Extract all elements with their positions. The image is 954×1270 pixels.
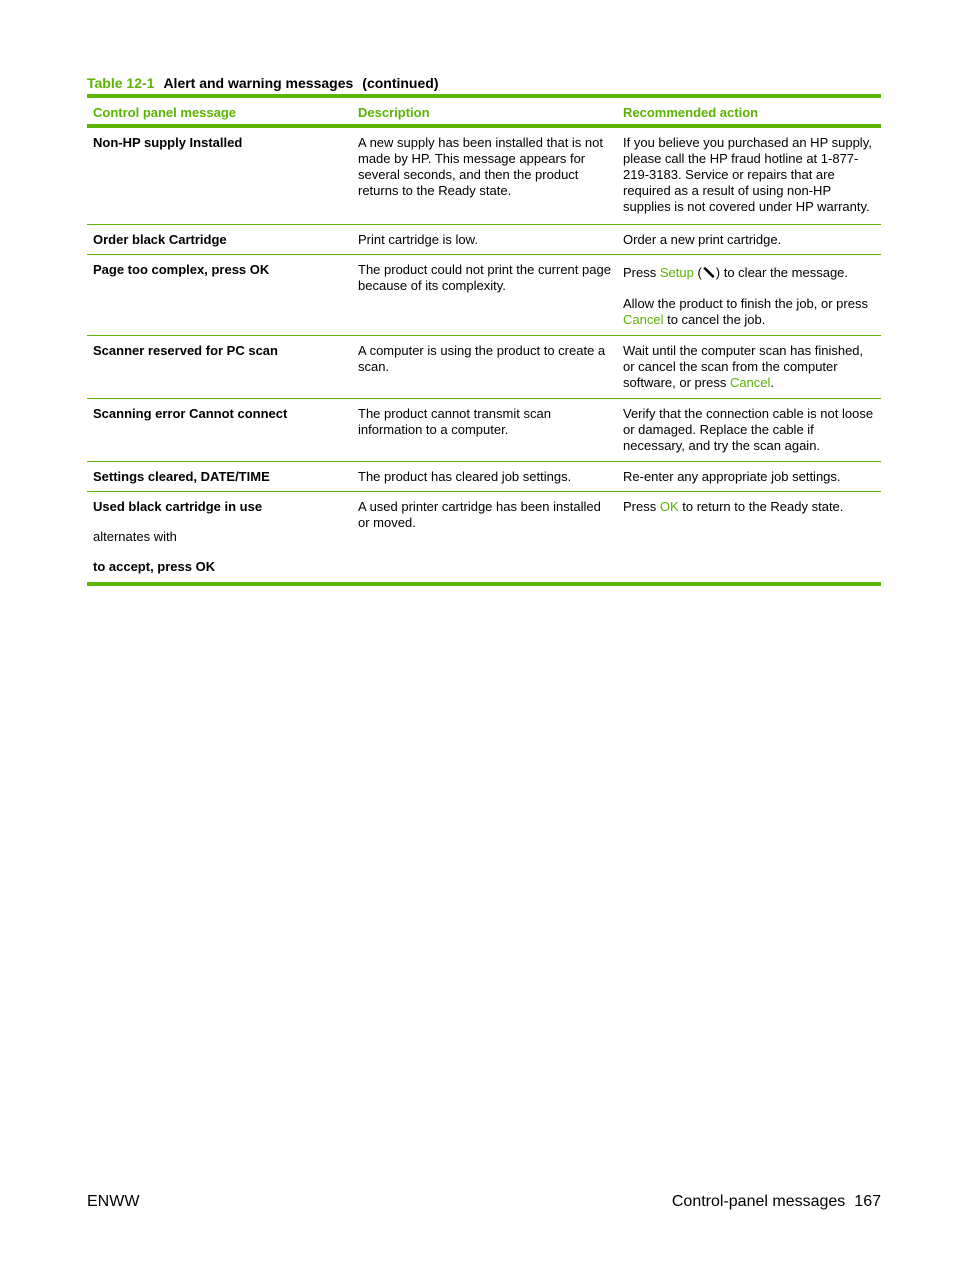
message-cell: Settings cleared, DATE/TIME	[93, 469, 270, 484]
message-cell: Order black Cartridge	[93, 232, 227, 247]
message-cell: Scanning error Cannot connect	[93, 406, 288, 421]
table-header-row	[87, 98, 881, 128]
message-cell	[87, 492, 352, 582]
table-row	[87, 255, 881, 336]
table-row	[87, 399, 881, 462]
table-row	[87, 128, 881, 225]
message-cell: Scanner reserved for PC scan	[93, 343, 278, 358]
description-cell: A new supply has been installed that is not made by HP. This message appears for several seconds, and then the product returns to the Ready state.	[358, 135, 603, 198]
page-number: 167	[854, 1193, 881, 1210]
action-paragraph: Press Setup ( ) to clear the message.	[623, 265, 849, 280]
description-cell: The product has cleared job settings.	[358, 469, 572, 484]
ok-key: OK	[659, 499, 679, 514]
description-cell: A computer is using the product to create a scan.	[358, 343, 606, 374]
setup-key: Setup	[659, 265, 694, 280]
message-line: Used black cartridge in use	[93, 499, 263, 514]
table-row	[87, 336, 881, 399]
description-cell: The product could not print the current page because of its complexity.	[358, 262, 611, 293]
cancel-key: Cancel	[729, 375, 771, 390]
table-caption	[87, 75, 439, 91]
message-cell: Non-HP supply Installed	[93, 135, 243, 150]
action-cell: If you believe you purchased an HP supply, please call the HP fraud hotline at 1-877-219-3183. Service or repairs that are required as a result of using non-HP supplies is not covered under HP warranty.	[623, 135, 872, 214]
table-number: Table 12-1	[87, 75, 155, 91]
header-description: Description	[358, 105, 430, 120]
action-cell	[617, 255, 881, 335]
header-control-panel-message: Control panel message	[93, 105, 237, 120]
description-cell: Print cartridge is low.	[358, 232, 478, 247]
action-cell: Re-enter any appropriate job settings.	[623, 469, 841, 484]
table-row	[87, 462, 881, 492]
table-row	[87, 492, 881, 582]
header-recommended-action: Recommended action	[623, 105, 759, 120]
action-cell: Press OK to return to the Ready state.	[623, 499, 844, 514]
alert-messages-table	[87, 94, 881, 586]
description-cell: A used printer cartridge has been installed or moved.	[358, 499, 601, 530]
action-cell: Verify that the connection cable is not loose or damaged. Replace the cable if necessary, and try the scan again.	[623, 406, 874, 453]
action-cell: Order a new print cartridge.	[623, 232, 782, 247]
table-title: Alert and warning messages	[163, 75, 354, 91]
table-row	[87, 225, 881, 255]
action-paragraph: Allow the product to finish the job, or press Cancel to cancel the job.	[623, 296, 868, 327]
description-cell: The product cannot transmit scan information to a computer.	[358, 406, 551, 437]
table-continued: (continued)	[362, 75, 439, 91]
footer-enww: ENWW	[87, 1193, 140, 1210]
message-line: to accept, press OK	[93, 559, 216, 574]
action-cell: Wait until the computer scan has finished, or cancel the scan from the computer software, or press Cancel.	[623, 343, 864, 390]
cancel-key: Cancel	[623, 312, 664, 327]
message-cell: Page too complex, press OK	[93, 262, 270, 277]
message-line: alternates with	[93, 529, 177, 544]
footer-section-title: Control-panel messages	[671, 1193, 846, 1210]
footer-section	[672, 1193, 881, 1211]
wrench-icon	[702, 265, 716, 279]
